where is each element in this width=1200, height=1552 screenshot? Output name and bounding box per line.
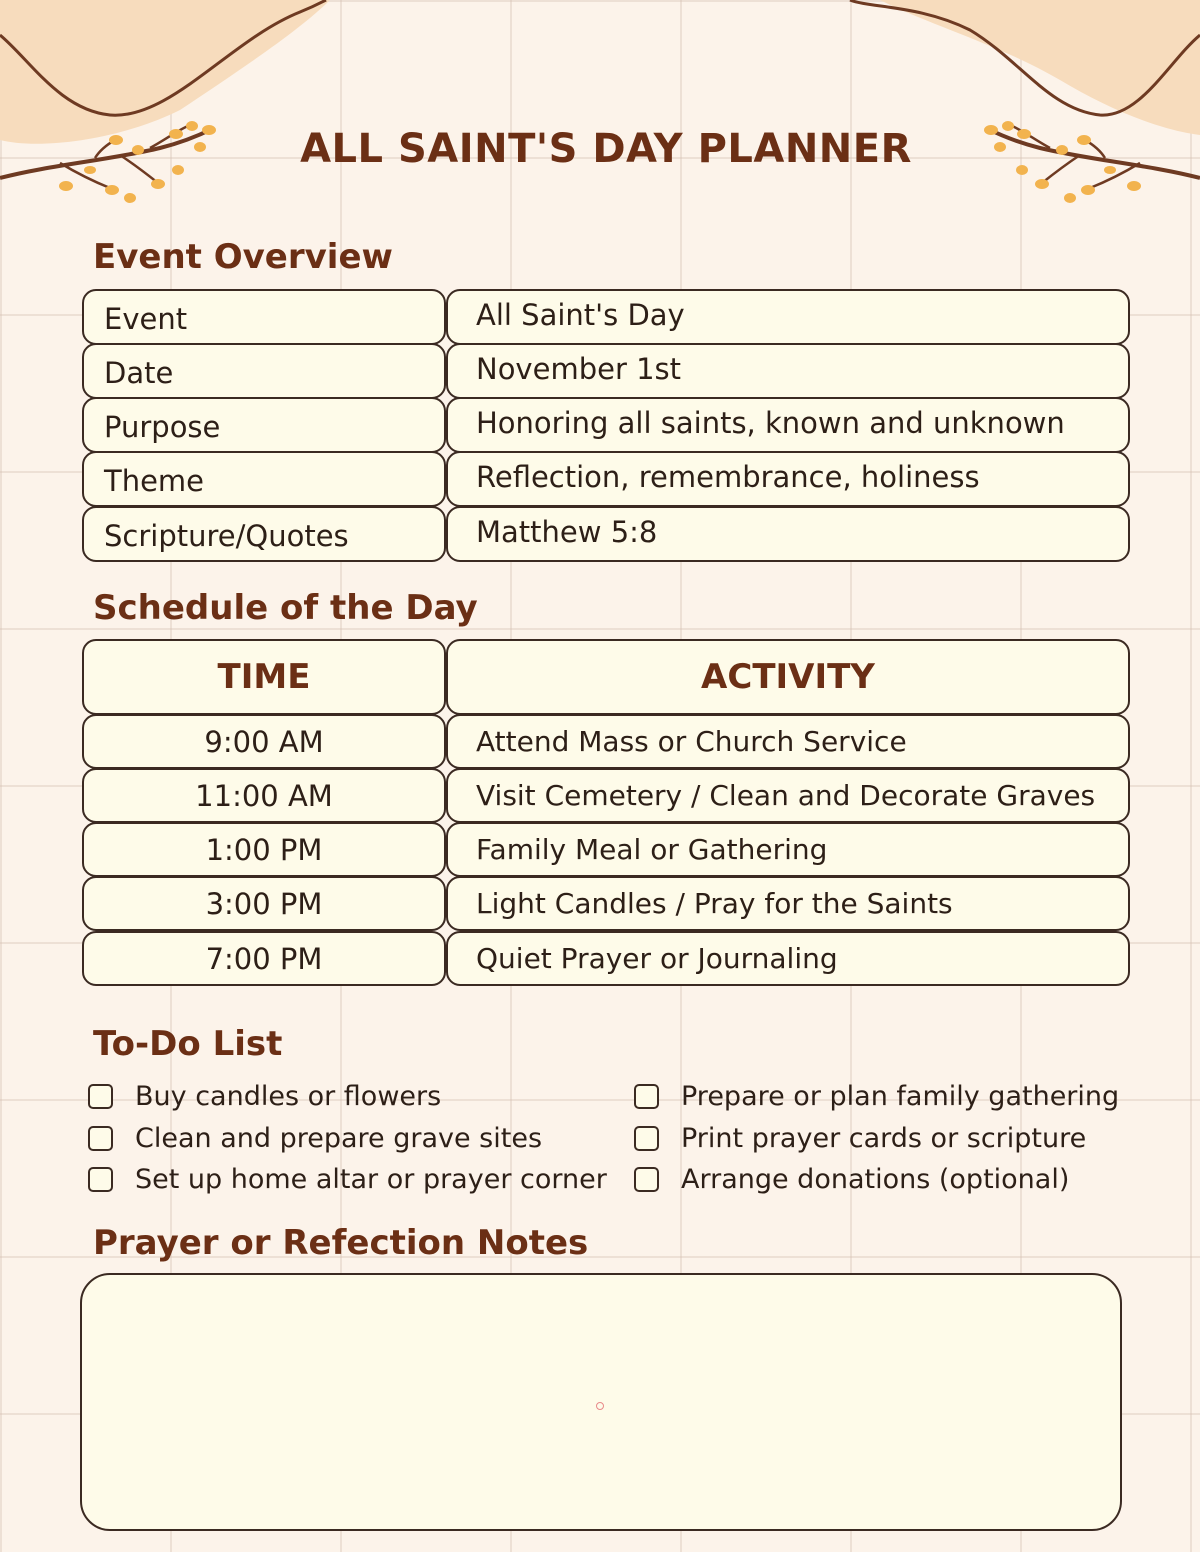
scripture-label: Scripture/Quotes	[82, 506, 446, 562]
todo-item-label: Prepare or plan family gathering	[681, 1081, 1120, 1113]
event-value: All Saint's Day	[446, 289, 1130, 345]
date-value: November 1st	[446, 343, 1130, 399]
schedule-time-cell: 11:00 AM	[82, 768, 446, 823]
time-column-header: TIME	[82, 639, 446, 715]
branch-decoration-right	[780, 0, 1200, 215]
todo-item	[88, 1159, 607, 1201]
checkbox[interactable]	[634, 1126, 659, 1151]
event-label: Event	[82, 289, 446, 345]
branch-decoration-left	[0, 0, 330, 215]
todo-item-label: Print prayer cards or scripture	[681, 1122, 1087, 1154]
schedule-time-cell: 9:00 AM	[82, 714, 446, 769]
scripture-value: Matthew 5:8	[446, 506, 1130, 562]
todo-item	[634, 1118, 1119, 1160]
todo-item	[88, 1118, 607, 1160]
todo-item-label: Arrange donations (optional)	[681, 1164, 1070, 1196]
schedule-time-cell: 3:00 PM	[82, 876, 446, 931]
cursor-marker	[596, 1402, 604, 1410]
date-label: Date	[82, 343, 446, 399]
todo-item-label: Buy candles or flowers	[135, 1081, 442, 1113]
schedule-time-cell: 1:00 PM	[82, 822, 446, 877]
todo-item	[88, 1076, 607, 1118]
todo-item-label: Set up home altar or prayer corner	[135, 1164, 607, 1196]
schedule-heading: Schedule of the Day	[93, 588, 478, 628]
todo-list-right	[634, 1076, 1119, 1201]
purpose-value: Honoring all saints, known and unknown	[446, 397, 1130, 453]
event-overview-heading: Event Overview	[93, 237, 393, 277]
notes-heading: Prayer or Refection Notes	[93, 1223, 589, 1263]
activity-column-header: ACTIVITY	[446, 639, 1130, 715]
todo-item-label: Clean and prepare grave sites	[135, 1122, 543, 1154]
todo-item	[634, 1076, 1119, 1118]
schedule-activity-cell: Light Candles / Pray for the Saints	[446, 876, 1130, 931]
purpose-label: Purpose	[82, 397, 446, 453]
schedule-activity-cell: Visit Cemetery / Clean and Decorate Graves	[446, 768, 1130, 823]
checkbox[interactable]	[88, 1167, 113, 1192]
todo-item	[634, 1159, 1119, 1201]
schedule-time-cell: 7:00 PM	[82, 931, 446, 986]
theme-label: Theme	[82, 451, 446, 507]
checkbox[interactable]	[88, 1126, 113, 1151]
schedule-activity-cell: Family Meal or Gathering	[446, 822, 1130, 877]
todo-list-left	[88, 1076, 607, 1201]
checkbox[interactable]	[634, 1167, 659, 1192]
schedule-activity-cell: Attend Mass or Church Service	[446, 714, 1130, 769]
checkbox[interactable]	[88, 1084, 113, 1109]
page-title: ALL SAINT'S DAY PLANNER	[300, 126, 912, 172]
todo-heading: To-Do List	[93, 1024, 283, 1064]
notes-area[interactable]	[80, 1273, 1122, 1531]
schedule-activity-cell: Quiet Prayer or Journaling	[446, 931, 1130, 986]
theme-value: Reflection, remembrance, holiness	[446, 451, 1130, 507]
checkbox[interactable]	[634, 1084, 659, 1109]
